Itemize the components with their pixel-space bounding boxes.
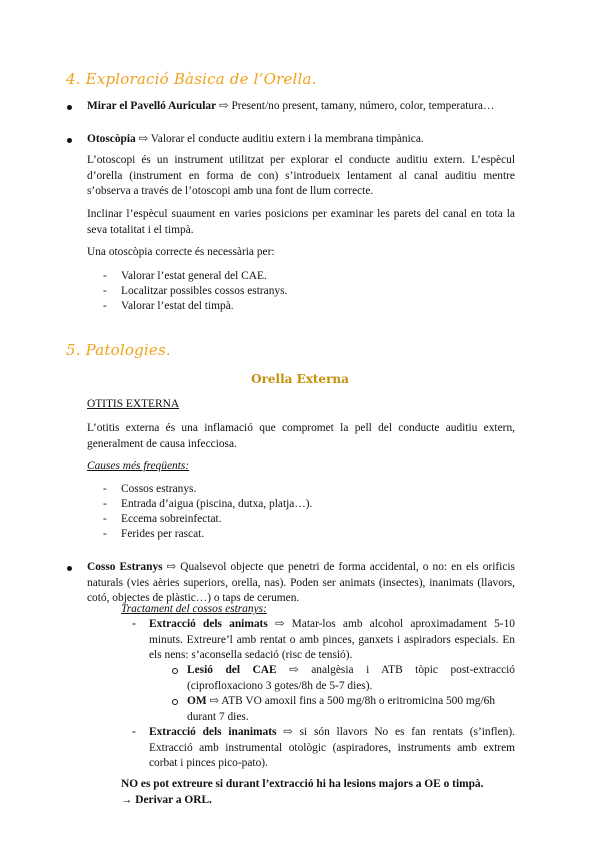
item-pavello (87, 99, 527, 115)
cossos-label: Cosso Estranys (87, 561, 163, 573)
cause-item: Entrada d’aigua (piscina, dutxa, platja…). (121, 498, 313, 510)
animats-label: Extracció dels animats (149, 618, 268, 630)
dash-marker: - (103, 483, 107, 495)
dash-marker: - (132, 618, 136, 630)
otoscopia-necessaria: Una otoscòpia correcte és necessària per: (87, 246, 275, 258)
cause-item: Eccema sobreinfectat. (121, 513, 222, 525)
section-4-heading: 4. Exploració Bàsica de l’Orella. (66, 70, 317, 88)
om-item (187, 694, 517, 725)
orella-externa-title: Orella Externa (251, 372, 349, 386)
lesio-text: analgèsia i ATB tòpic post-extracció (ciprofloxaciono 3 gotes/8h de 5-7 dies). (187, 664, 515, 692)
arrow-icon: ⇨ (289, 664, 299, 676)
bullet (67, 566, 72, 571)
inanimats-label: Extracció dels inanimats (149, 726, 277, 738)
warning-text: NO es pot extreure si durant l’extracció hi ha lesions majors a OE o timpà. (121, 778, 484, 790)
item-otoscopia-text: Valorar el conducte auditiu extern i la membrana timpànica. (150, 133, 424, 145)
dash-marker: - (103, 498, 107, 510)
cause-item: Cossos estranys. (121, 483, 197, 495)
lesio-cae (187, 663, 515, 694)
otitis-text: L’otitis externa és una inflamació que compromet la pell del conducte auditiu extern, generalment de causa infecciosa. (87, 422, 515, 450)
causes-title: Causes més freqüents: (87, 460, 190, 472)
arrow-icon: ⇨ (166, 561, 177, 573)
list-item: Valorar l’estat del timpà. (121, 300, 234, 312)
extraccio-inanimats (149, 725, 515, 772)
section-5-heading: 5. Patologies. (66, 341, 171, 359)
cossos-text: Qualsevol objecte que penetri de forma accidental, o no: en els orificis naturals (vies aèries superiors, orella, nas). Poden ser animats (insectes), inanimats (llavors, cotó, objectes de plàstic…) o taps de cerumen. (87, 561, 515, 604)
om-label: OM (187, 695, 207, 707)
list-item: Localitzar possibles cossos estranys. (121, 285, 288, 297)
om-text: ATB VO amoxil fins a 500 mg/8h o eritromicina 500 mg/6h durant 7 dies. (187, 695, 496, 723)
arrow-icon: ⇨ (219, 100, 229, 112)
derivar-text: → Derivar a ORL. (121, 794, 212, 806)
tractament-title: Tractament del cossos estranys: (121, 603, 267, 615)
otitis-title: OTITIS EXTERNA (87, 398, 180, 410)
especul-paragraph: Inclinar l’espècul suaument en varies posicions per examinar les parets del canal en tota la seva totalitat i el timpà. (87, 208, 515, 236)
cause-item: Ferides per rascat. (121, 528, 205, 540)
arrow-icon: ⇨ (209, 695, 220, 707)
list-item: Valorar l’estat general del CAE. (121, 270, 267, 282)
cossos-estranys (87, 560, 515, 607)
lesio-label: Lesió del CAE (187, 664, 277, 676)
dash-marker: - (103, 300, 107, 312)
circle-bullet (172, 699, 178, 705)
dash-marker: - (103, 513, 107, 525)
bullet (67, 138, 72, 143)
item-otoscopia-label: Otoscòpia (87, 133, 136, 145)
item-otoscopia (87, 132, 527, 148)
dash-marker: - (103, 285, 107, 297)
animats-text: Matar-los amb alcohol aproximadament 5-10 minuts. Extreure’l amb rentat o amb pinces, ganxets i aspiradors especials. En els nens: s’aconsella sedació (risc de tensió). (149, 618, 515, 661)
arrow-icon: ⇨ (138, 133, 149, 145)
item-pavello-label: Mirar el Pavelló Auricular (87, 100, 217, 112)
arrow-icon: ⇨ (283, 726, 293, 738)
item-pavello-text: Present/no present, tamany, número, color, temperatura… (231, 100, 495, 112)
dash-marker: - (132, 726, 136, 738)
circle-bullet (172, 668, 178, 674)
dash-marker: - (103, 528, 107, 540)
inanimats-text: si són llavors No es fan rentats (s’inflen). Extracció amb instrumental otològic (aspiradores, instruments amb extrem corbat i pinces pico-pato). (149, 726, 515, 769)
otoscopi-paragraph: L’otoscopi és un instrument utilitzat per explorar el conducte auditiu extern. L’espècul d’orella (instrument en forma de con) s’introdueix lentament al canal auditiu mentre s’observa a través de l’otoscopi amb una font de llum correcte. (87, 154, 515, 197)
bullet (67, 105, 72, 110)
extraccio-animats (149, 617, 515, 664)
arrow-icon: ⇨ (274, 618, 285, 630)
dash-marker: - (103, 270, 107, 282)
